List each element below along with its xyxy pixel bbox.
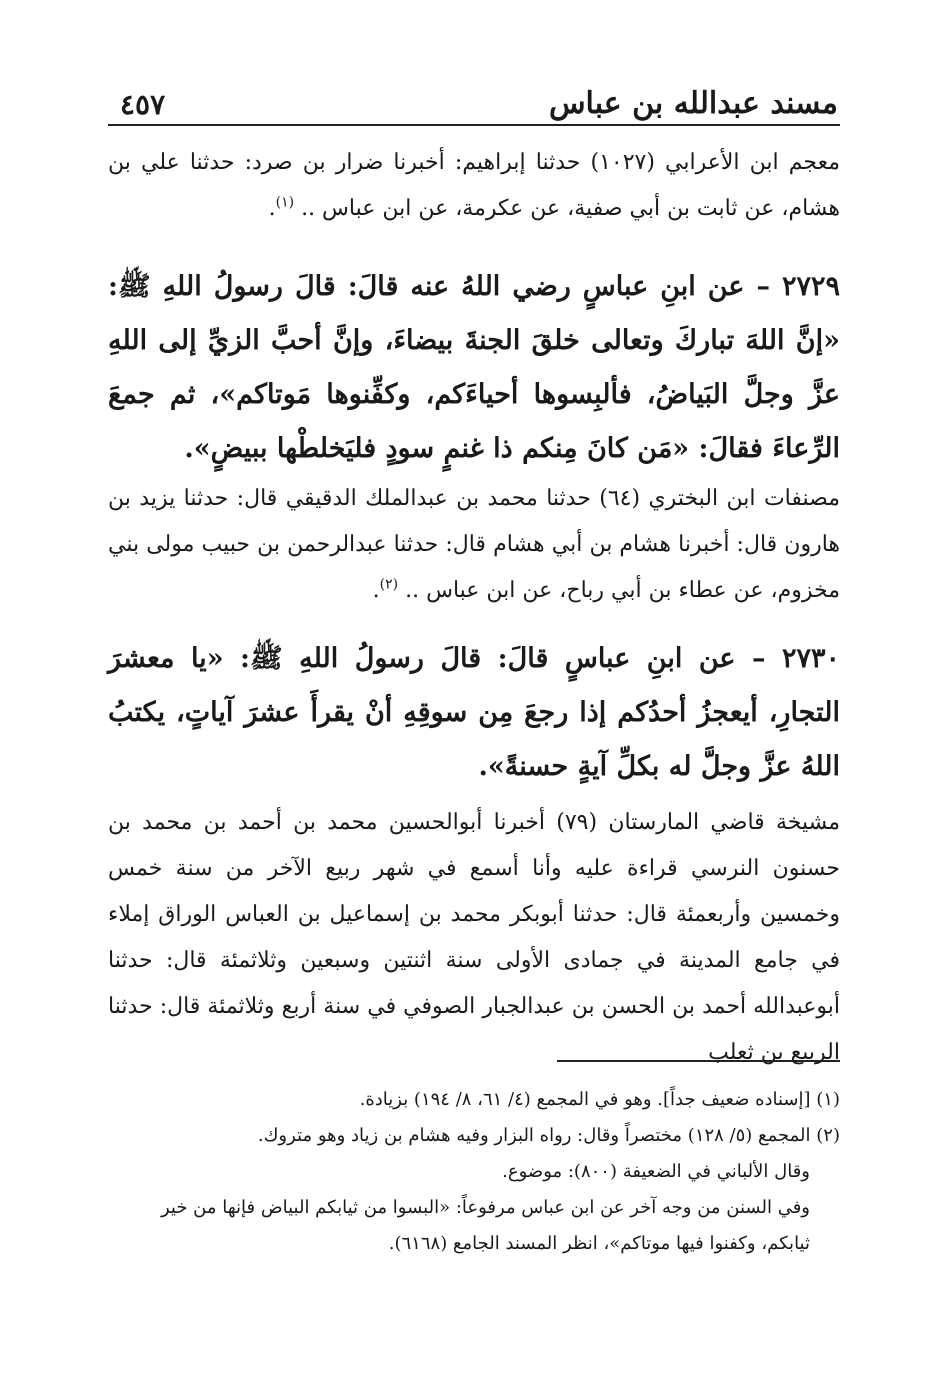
hadith-2729: ٢٧٢٩ – عن ابنِ عباسٍ رضي اللهُ عنه قالَ: قالَ رسولُ اللهِ ﷺ: «إنَّ اللهَ تباركَ وتعالى خلقَ الجنةَ بيضاءَ، وإنَّ أحبَّ الزيِّ إلى اللهِ عزَّ وجلَّ البَياضُ، فألبِسوها أحياءَكم، وكفِّنوها مَوتاكم»، ثم جمعَ الرِّعاءَ فقالَ: «مَن كانَ مِنكم ذا غنمٍ سودٍ فليَخلطْها ببيضٍ». bbox=[108, 271, 840, 464]
source-text-3: مشيخة قاضي المارستان (٧٩) أخبرنا أبوالحسين محمد بن أحمد بن محمد بن حسنون النرسي قراءة عليه وأنا أسمع في شهر ربيع الآخر من سنة خمس وخمسين وأربعمئة قال: حدثنا أبوبكر محمد بن إسماعيل بن العباس الوراق إملاء في جامع المدينة في جمادى الأولى سنة اثنتين وسبعين وثلاثمئة قال: حدثنا أبوعبدالله أحمد بن الحسن بن عبدالجبار الصوفي في سنة أربع وثلاثمئة قال: حدثنا الربيع بن ثعلب bbox=[108, 810, 840, 1065]
footnote-ref-1: (١) bbox=[275, 194, 295, 211]
header-rule bbox=[108, 124, 840, 126]
source-paragraph-3 bbox=[108, 800, 840, 1076]
footnotes bbox=[108, 1082, 840, 1262]
source-paragraph-1: معجم ابن الأعرابي (١٠٢٧) حدثنا إبراهيم: أخبرنا ضرار بن صرد: حدثنا علي بن هشام، عن ثابت بن أبي صفية، عن عكرمة، عن ابن عباس .. $^{(١)}$. bbox=[108, 150, 840, 221]
footnote-rule bbox=[557, 1060, 840, 1062]
footnote-1: (١) [إسناده ضعيف جداً]. وهو في المجمع (٤/ ٦١، ٨/ ١٩٤) بزيادة. bbox=[359, 1089, 840, 1110]
footnote-ref-2: (٢) bbox=[379, 576, 399, 593]
source-text-2: مصنفات ابن البختري (٦٤) حدثنا محمد بن عبدالملك الدقيقي قال: حدثنا يزيد بن هارون قال: أخبرنا هشام بن أبي هشام قال: حدثنا عبدالرحمن بن حبيب مولى بني مخزوم، عن عطاء بن أبي رباح، عن ابن عباس .. bbox=[108, 486, 840, 603]
page-header bbox=[108, 82, 838, 122]
footnote-2-note: وفي السنن من وجه آخر عن ابن عباس مرفوعاً: «البسوا من ثيابكم البياض فإنها من خير ثيابكم، وكفنوا فيها موتاكم»، انظر المسند الجامع (٦١٦٨). bbox=[160, 1197, 810, 1254]
running-title: مسند عبدالله بن عباس bbox=[548, 86, 838, 121]
hadith-2730: ٢٧٣٠ – عن ابنِ عباسٍ قالَ: قالَ رسولُ اللهِ ﷺ: «يا معشرَ التجارِ، أيعجزُ أحدُكم إذا رجعَ مِن سوقِهِ أنْ يقرأَ عشرَ آياتٍ، يكتبُ اللهُ عزَّ وجلَّ له بكلِّ آيةٍ حسنةً». bbox=[108, 643, 840, 782]
page-number: ٤٥٧ bbox=[120, 88, 166, 121]
footnote-2: (٢) المجمع (٥/ ١٢٨) مختصراً وقال: رواه البزار وفيه هشام بن زياد وهو متروك. bbox=[257, 1125, 840, 1146]
footnote-2-continued: وقال الألباني في الضعيفة (٨٠٠): موضوع. bbox=[502, 1161, 810, 1182]
source-text-1: معجم ابن الأعرابي (١٠٢٧) حدثنا إبراهيم: أخبرنا ضرار بن صرد: حدثنا علي بن هشام، عن ثابت بن أبي صفية، عن عكرمة، عن ابن عباس .. bbox=[108, 150, 840, 221]
source-paragraph-2: مصنفات ابن البختري (٦٤) حدثنا محمد بن عبدالملك الدقيقي قال: حدثنا يزيد بن هارون قال: أخبرنا هشام بن أبي هشام قال: حدثنا عبدالرحمن بن حبيب مولى بني مخزوم، عن عطاء بن أبي رباح، عن ابن عباس .. $^{(٢)}$. bbox=[108, 486, 840, 603]
